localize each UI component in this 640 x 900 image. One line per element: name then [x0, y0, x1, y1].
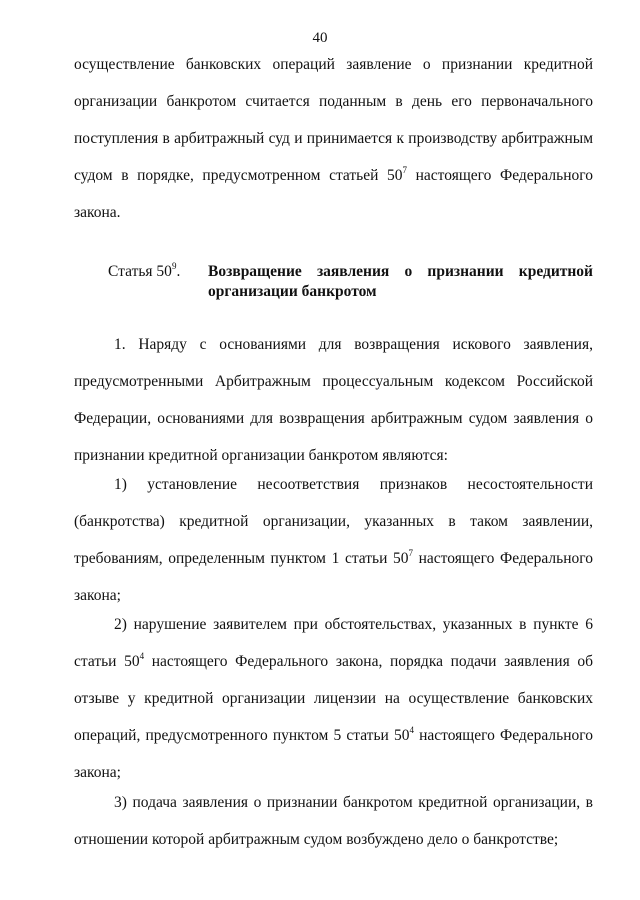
- text-line: отзыве у кредитной организации лицензии на осуществление банковских: [74, 690, 593, 707]
- text-line: организации банкротом считается поданным в день его первоначального: [74, 93, 593, 110]
- text-line: 1) установление несоответствия признаков несостоятельности: [114, 476, 593, 493]
- superscript: 9: [171, 261, 177, 271]
- text-line: закона;: [74, 764, 121, 781]
- text-fragment: настоящего Федерального: [413, 727, 593, 744]
- title-line: организации банкротом: [208, 283, 377, 300]
- text-line: закона;: [74, 587, 121, 604]
- text-fragment: .: [176, 263, 181, 280]
- text-fragment: настоящего Федерального закона, порядка подачи заявления об: [144, 653, 593, 670]
- text-line: [74, 717, 593, 754]
- list-item-1: [74, 466, 593, 614]
- text-fragment: Статья 50: [108, 263, 172, 280]
- superscript: 7: [402, 165, 408, 175]
- text-line: [74, 157, 593, 194]
- text-fragment: настоящего Федерального: [407, 167, 593, 184]
- text-line: закона.: [74, 204, 121, 221]
- title-line: Возвращение заявления о признании кредитной: [208, 263, 593, 280]
- text-line: 3) подача заявления о признании банкротом кредитной организации, в: [114, 794, 593, 811]
- text-fragment: требованиям, определенным пунктом 1 статьи 50: [74, 550, 409, 567]
- article-label: [108, 262, 180, 282]
- text-fragment: статьи 50: [74, 653, 140, 670]
- superscript: 7: [408, 548, 414, 558]
- text-line: признании кредитной организации банкротом являются:: [74, 447, 448, 464]
- list-item-3: [74, 784, 593, 858]
- intro-paragraph: [74, 46, 593, 231]
- text-line: 1. Наряду с основаниями для возвращения искового заявления,: [114, 336, 593, 353]
- superscript: 4: [409, 725, 414, 735]
- text-fragment: судом в порядке, предусмотренном статьей 50: [74, 167, 403, 184]
- text-line: [74, 540, 593, 577]
- text-line: отношении которой арбитражным судом возбуждено дело о банкротстве;: [74, 831, 559, 848]
- text-line: поступления в арбитражный суд и принимается к производству арбитражным: [74, 130, 593, 147]
- text-line: осуществление банковских операций заявление о признании кредитной: [74, 56, 593, 73]
- text-line: (банкротства) кредитной организации, указанных в таком заявлении,: [74, 513, 593, 530]
- text-fragment: настоящего Федерального: [413, 550, 593, 567]
- superscript: 4: [139, 651, 145, 661]
- page-number: 40: [312, 30, 328, 46]
- list-item-2: [74, 606, 593, 791]
- text-line: Федерации, основаниями для возвращения арбитражным судом заявления о: [74, 410, 593, 427]
- article-title: [208, 262, 593, 302]
- text-line: 2) нарушение заявителем при обстоятельствах, указанных в пункте 6: [114, 616, 593, 633]
- text-line: предусмотренными Арбитражным процессуальным кодексом Российской: [74, 373, 593, 390]
- paragraph-1: [74, 326, 593, 474]
- text-line: [74, 643, 593, 680]
- text-fragment: операций, предусмотренного пунктом 5 статьи 50: [74, 727, 410, 744]
